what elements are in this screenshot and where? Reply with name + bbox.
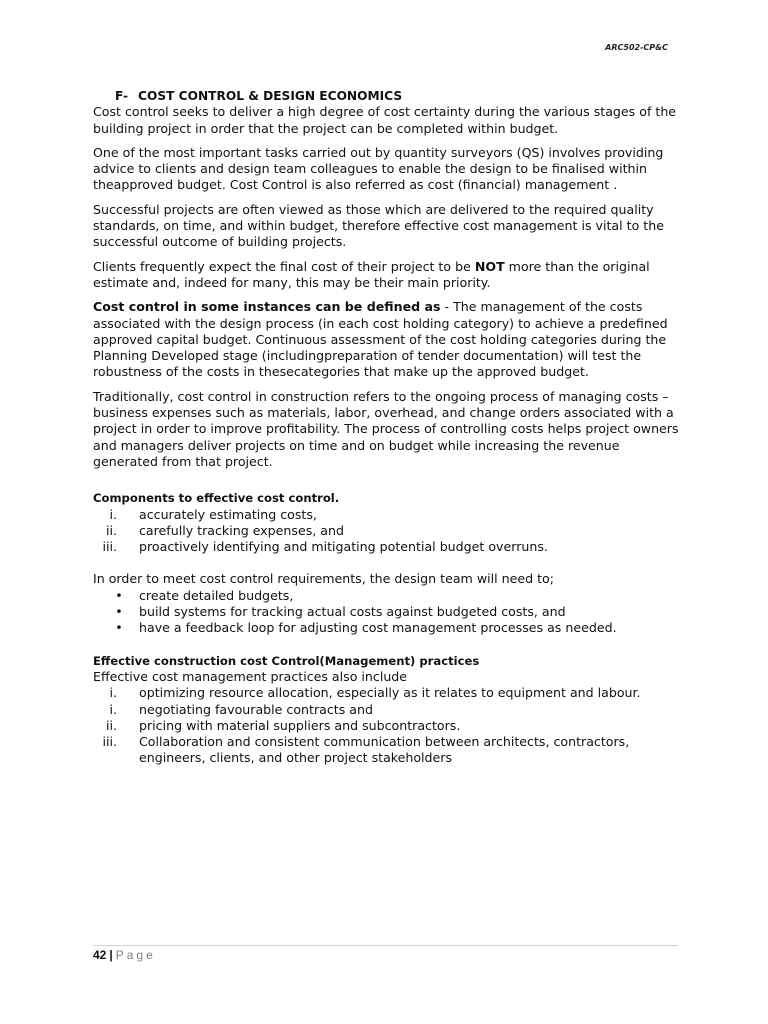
requirements-intro: In order to meet cost control requirements, the design team will need to; [93,571,554,587]
list-item-text: build systems for tracking actual costs against budgeted costs, and [139,604,566,620]
list-item-text: accurately estimating costs, [139,506,317,522]
list-item-text: proactively identifying and mitigating potential budget overruns. [139,539,548,555]
bullet-icon: • [115,587,123,603]
list-item [93,734,683,767]
list-item-text: negotiating favourable contracts and [139,701,373,717]
footer-separator: | [109,948,113,962]
paragraph-qs-role: One of the most important tasks carried out by quantity surveyors (QS) involves providing advice to clients and design team colleagues to enable the design to be finalised within theapproved budget. Cost Control is also referred as cost (financial) management . [93,144,664,193]
list-item-text: have a feedback loop for adjusting cost management processes as needed. [139,620,617,636]
components-list [93,507,683,556]
list-item-text: Collaboration and consistent communication between architects, contractors, engineers, clients, and other project stakeholders [139,734,630,766]
practices-intro: Effective cost management practices also include [93,668,408,684]
paragraph-intro: Cost control seeks to deliver a high degree of cost certainty during the various stages of the building project in order that the project can be completed within budget. [93,104,677,136]
list-item-number: i. [109,506,117,522]
list-item [93,539,683,555]
course-code-header: ARC502-CP&C [605,43,668,52]
paragraph-definition [93,299,683,380]
list-item-number: iii. [102,539,117,555]
practices-list [93,685,683,766]
client-expectation-text-b: more than the original estimate and, indeed for many, this may be their main priority. [93,258,650,290]
list-item [93,620,683,636]
paragraph-traditional: Traditionally, cost control in construction refers to the ongoing process of managing costs – business expenses such as materials, labor, overhead, and change orders associated with a project in order to improve profitability. The process of controlling costs helps project owners and managers deliver projects on time and on budget while increasing the revenue generated from that project. [93,388,679,469]
list-item-number: i. [109,701,117,717]
practices-heading: Effective construction cost Control(Management) practices [93,653,480,668]
section-title: COST CONTROL & DESIGN ECONOMICS [138,89,403,103]
section-letter: F- [115,89,129,103]
list-item-number: ii. [105,522,117,538]
list-item [93,588,683,604]
bullet-icon: • [115,604,123,620]
bullet-icon: • [115,620,123,636]
page-number: 42 [93,948,107,962]
list-item [93,702,683,718]
page-body [93,88,683,767]
list-item [93,523,683,539]
definition-body: - The management of the costs associated with the design process (in each cost holding category) to achieve a predefined approved capital budget. Continuous assessment of the cost holding categories during the Planning Developed stage (includingpreparation of tender documentation) will test the robustness of the costs in thesecategories that make up the approved budget. [93,299,668,380]
client-expectation-text-a: Clients frequently expect the final cost of their project to be [93,258,475,274]
paragraph-successful-projects: Successful projects are often viewed as those which are delivered to the required quality standards, on time, and within budget, therefore effective cost management is vital to the successful outcome of building projects. [93,201,664,250]
page-word: Page [115,948,156,962]
page-footer [93,948,156,962]
list-item-number: i. [109,685,117,701]
definition-lead: Cost control in some instances can be defined as [93,299,441,315]
list-item-number: iii. [102,734,117,750]
list-item-text: carefully tracking expenses, and [139,522,344,538]
list-item [93,507,683,523]
paragraph-client-expectation [93,259,683,292]
list-item-text: optimizing resource allocation, especially as it relates to equipment and labour. [139,685,641,701]
list-item-text: pricing with material suppliers and subcontractors. [139,717,461,733]
client-expectation-emphasis: NOT [474,258,505,274]
list-item [93,604,683,620]
list-item-text: create detailed budgets, [139,587,294,603]
list-item [93,685,683,701]
section-heading [93,88,683,104]
list-item [93,718,683,734]
requirements-list [93,588,683,637]
components-heading: Components to effective cost control. [93,491,340,506]
footer-divider [93,945,678,946]
list-item-number: ii. [105,717,117,733]
